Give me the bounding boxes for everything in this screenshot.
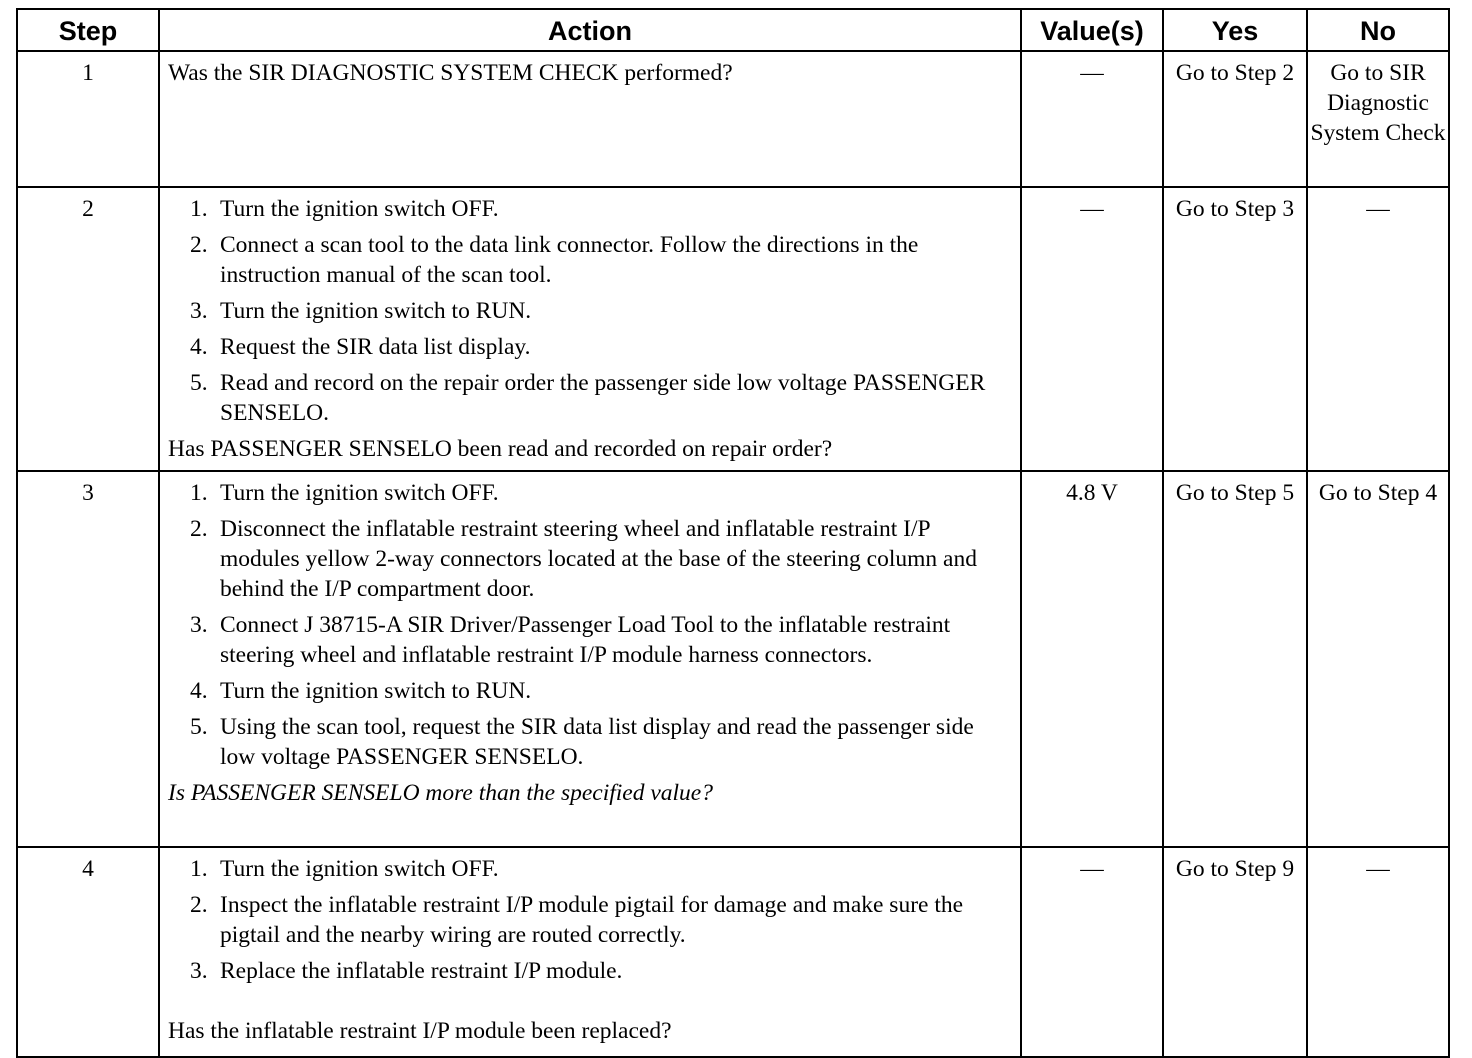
substep-number: 5. [190,714,208,740]
substep-text: Request the SIR data list display. [220,334,531,360]
action-cell [159,847,1021,1057]
action-question: Has PASSENGER SENSELO been read and recorded on repair order? [168,436,833,462]
substep-text: Using the scan tool, request the SIR data list display and read the passenger side low voltage PASSENGER SENSELO. [220,714,974,770]
value-cell: — [1021,187,1163,471]
substep-text: Turn the ignition switch OFF. [220,480,499,506]
yes-cell: Go to Step 3 [1163,187,1307,471]
no-cell: — [1307,847,1449,1057]
substep-item [190,230,1012,290]
step-number: 3 [17,471,159,847]
substep-item [190,194,1012,224]
yes-cell: Go to Step 5 [1163,471,1307,847]
header-action: Action [159,9,1021,51]
value-cell: — [1021,51,1163,187]
substep-item [190,676,1012,706]
substep-text: Turn the ignition switch OFF. [220,196,499,222]
substep-text: Replace the inflatable restraint I/P module. [220,958,623,984]
substep-text: Turn the ignition switch to RUN. [220,298,532,324]
action-cell [159,187,1021,471]
step-number: 1 [17,51,159,187]
substep-number: 4. [190,678,208,704]
substep-list [168,194,1012,428]
action-cell [159,471,1021,847]
action-question: Has the inflatable restraint I/P module been replaced? [168,1018,672,1044]
action-question: Is PASSENGER SENSELO more than the specified value? [168,780,713,806]
substep-item [190,854,1012,884]
substep-item [190,890,1012,950]
step-number: 4 [17,847,159,1057]
diagnostic-table [16,8,1450,1058]
substep-text: Connect J 38715-A SIR Driver/Passenger Load Tool to the inflatable restraint steering wheel and inflatable restraint I/P module harness connectors. [220,612,951,668]
action-question: Was the SIR DIAGNOSTIC SYSTEM CHECK performed? [168,60,733,86]
table-header-row [17,9,1449,51]
table-row [17,471,1449,847]
action-cell [159,51,1021,187]
substep-item [190,368,1012,428]
substep-number: 2. [190,232,208,258]
substep-item [190,712,1012,772]
header-values: Value(s) [1021,9,1163,51]
no-cell: Go to SIR Diagnostic System Check [1307,51,1449,187]
substep-item [190,478,1012,508]
substep-item [190,956,1012,986]
substep-list [168,854,1012,986]
substep-number: 3. [190,958,208,984]
substep-item [190,296,1012,326]
substep-list [168,478,1012,772]
table-row [17,847,1449,1057]
no-cell: — [1307,187,1449,471]
header-yes: Yes [1163,9,1307,51]
substep-item [190,514,1012,604]
substep-number: 2. [190,516,208,542]
yes-cell: Go to Step 2 [1163,51,1307,187]
yes-cell: Go to Step 9 [1163,847,1307,1057]
substep-number: 2. [190,892,208,918]
table-row [17,187,1449,471]
diagnostic-table-page [16,8,1448,1058]
substep-text: Inspect the inflatable restraint I/P module pigtail for damage and make sure the pigtail and the nearby wiring are routed correctly. [220,892,964,948]
substep-number: 1. [190,196,208,222]
substep-text: Read and record on the repair order the passenger side low voltage PASSENGER SENSELO. [220,370,986,426]
table-row [17,51,1449,187]
value-cell: — [1021,847,1163,1057]
substep-number: 1. [190,856,208,882]
substep-number: 4. [190,334,208,360]
substep-item [190,332,1012,362]
value-cell: 4.8 V [1021,471,1163,847]
substep-text: Turn the ignition switch OFF. [220,856,499,882]
header-no: No [1307,9,1449,51]
substep-number: 5. [190,370,208,396]
header-step: Step [17,9,159,51]
no-cell: Go to Step 4 [1307,471,1449,847]
substep-number: 1. [190,480,208,506]
step-number: 2 [17,187,159,471]
substep-number: 3. [190,298,208,324]
substep-number: 3. [190,612,208,638]
substep-text: Turn the ignition switch to RUN. [220,678,532,704]
substep-text: Disconnect the inflatable restraint steering wheel and inflatable restraint I/P modules yellow 2-way connectors located at the base of the steering column and behind the I/P compartment door. [220,516,977,602]
substep-item [190,610,1012,670]
substep-text: Connect a scan tool to the data link connector. Follow the directions in the instruction manual of the scan tool. [220,232,919,288]
